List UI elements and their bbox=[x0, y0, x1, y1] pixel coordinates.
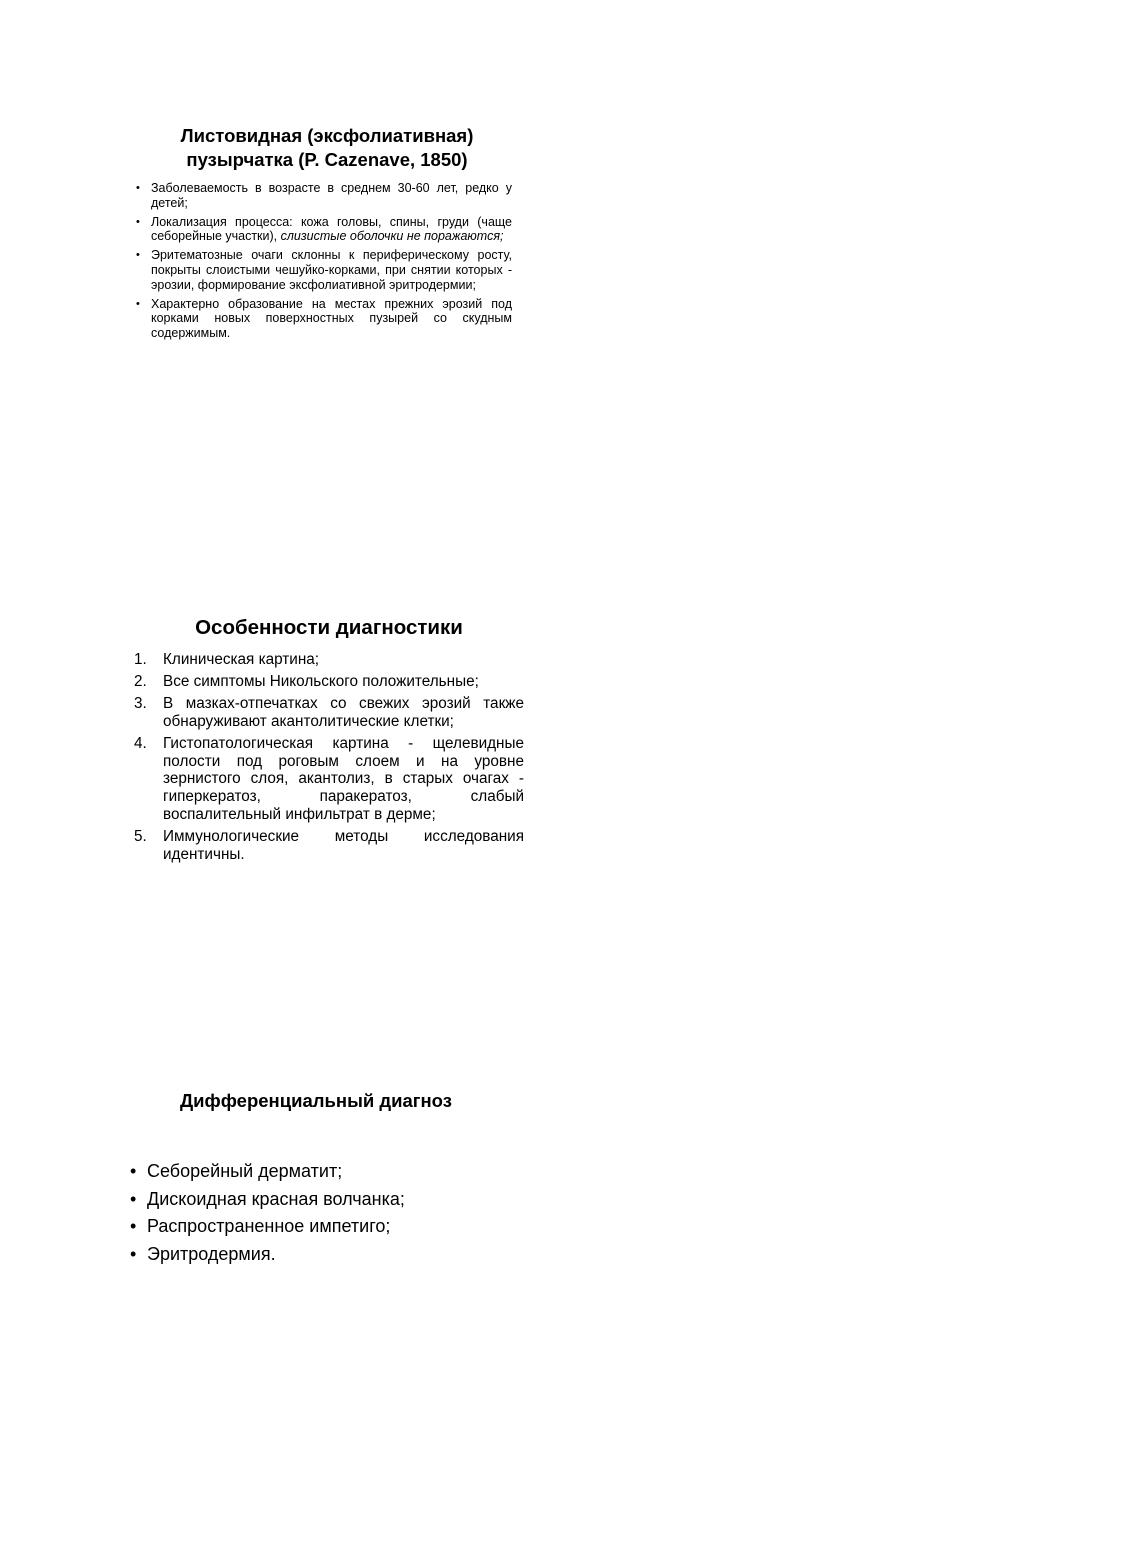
item-text: В мазках-отпечатках со свежих эрозий также обнаруживают акантолитические клетки; bbox=[163, 694, 524, 730]
title-line-1: Листовидная (эксфолиативная) bbox=[180, 125, 474, 146]
section-title: Дифференциальный диагноз bbox=[180, 1090, 452, 1111]
list-item bbox=[130, 1213, 550, 1241]
item-text: Эритродермия. bbox=[147, 1243, 276, 1264]
item-number: 2. bbox=[134, 672, 147, 690]
list-item bbox=[134, 828, 524, 864]
list-item bbox=[130, 1241, 550, 1269]
bullet-icon: • bbox=[130, 1216, 137, 1236]
bullet-icon: • bbox=[130, 1188, 137, 1209]
list-item bbox=[136, 297, 512, 341]
list-item bbox=[136, 248, 512, 292]
bullet-icon: • bbox=[136, 249, 140, 262]
bullet-list bbox=[136, 181, 512, 341]
item-text: Распространенное импетиго; bbox=[147, 1216, 391, 1236]
bullet-icon: • bbox=[130, 1243, 137, 1264]
item-text: Все симптомы Никольского положительные; bbox=[163, 672, 479, 690]
item-text: Себорейный дерматит; bbox=[147, 1161, 343, 1181]
item-number: 1. bbox=[134, 651, 147, 668]
bullet-icon: • bbox=[136, 297, 140, 310]
list-item bbox=[134, 651, 524, 669]
item-text: Эритематозные очаги склонны к периферическому росту, покрыты слоистыми чешуйко-корками, при снятии которых - эрозии, формирование эксфолиативной эритродермии; bbox=[151, 248, 512, 292]
list-item bbox=[134, 695, 524, 731]
item-number: 3. bbox=[134, 694, 147, 712]
section-title: Особенности диагностики bbox=[195, 616, 463, 639]
numbered-list bbox=[134, 651, 524, 864]
list-item bbox=[130, 1186, 550, 1214]
list-item bbox=[134, 673, 524, 691]
bullet-icon: • bbox=[136, 182, 140, 194]
item-text: Локализация процесса: кожа головы, спины, груди (чаще себорейные участки), bbox=[151, 214, 512, 244]
item-text: Гистопатологическая картина - щелевидные полости под роговым слоем и на уровне зернистого слоя, акантолиз, в старых очагах - гиперкератоз, паракератоз, слабый воспалительный инфильтрат в дерме; bbox=[163, 734, 524, 824]
bullet-icon: • bbox=[130, 1161, 137, 1181]
item-text: Клиническая картина; bbox=[163, 651, 320, 668]
bullet-icon: • bbox=[136, 215, 140, 228]
bullet-list bbox=[130, 1158, 550, 1268]
section-diagnostics bbox=[134, 615, 524, 868]
section-title bbox=[136, 124, 512, 172]
list-item bbox=[136, 215, 512, 245]
item-number: 4. bbox=[134, 734, 147, 752]
item-text: Дискоидная красная волчанка; bbox=[147, 1188, 405, 1209]
item-text: Иммунологические методы исследования идентичны. bbox=[163, 828, 524, 864]
section-pemphigus-foliaceus bbox=[136, 124, 512, 345]
title-line-2: пузырчатка (P. Cazenave, 1850) bbox=[186, 149, 468, 170]
item-text-italic: слизистые оболочки не поражаются; bbox=[280, 229, 504, 244]
section-differential-diagnosis bbox=[130, 1089, 550, 1268]
list-item bbox=[134, 735, 524, 825]
list-item bbox=[136, 181, 512, 211]
item-text: Заболеваемость в возрасте в среднем 30-60 лет, редко у детей; bbox=[151, 181, 512, 210]
item-text: Характерно образование на местах прежних эрозий под корками новых поверхностных пузырей со скудным содержимым. bbox=[151, 296, 512, 341]
list-item bbox=[130, 1158, 550, 1186]
item-number: 5. bbox=[134, 828, 147, 846]
